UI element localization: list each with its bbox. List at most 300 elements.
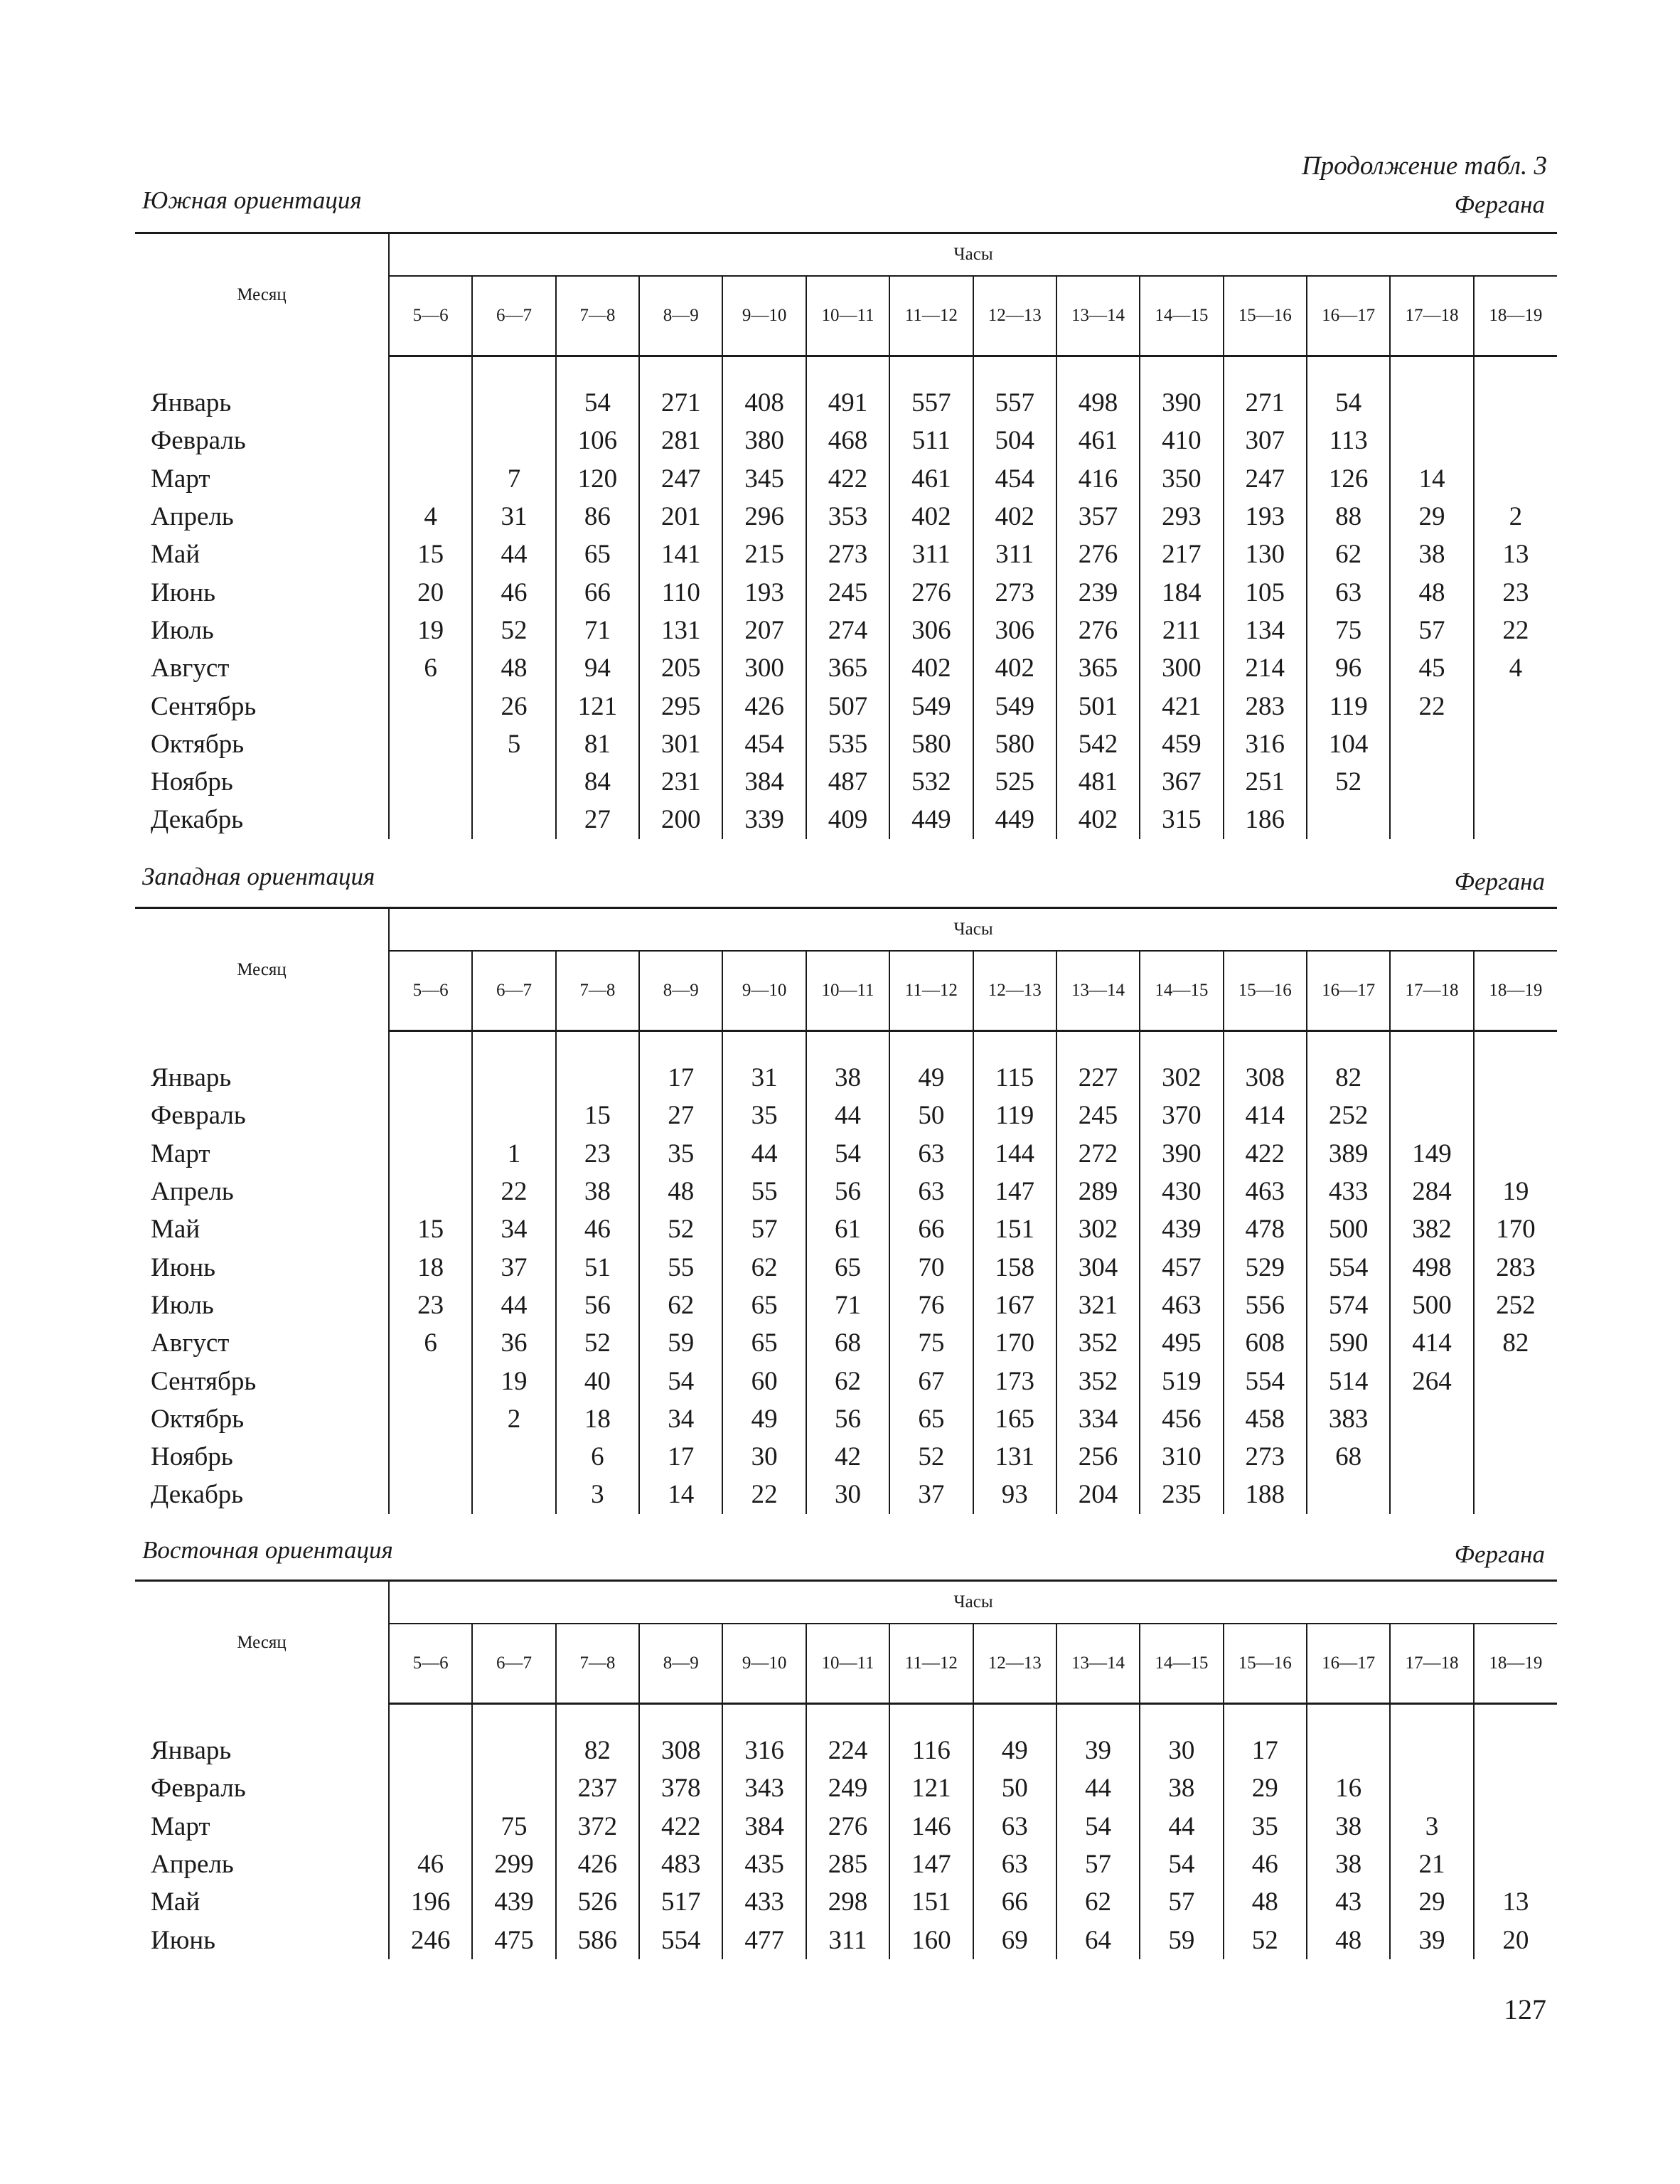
spacer-cell — [889, 1031, 973, 1060]
month-cell: Ноябрь — [135, 763, 389, 801]
value-cell: 29 — [1390, 498, 1473, 536]
spacer-cell — [389, 356, 472, 385]
month-cell: Март — [135, 1808, 389, 1845]
value-cell: 93 — [973, 1476, 1056, 1513]
spacer-cell — [1056, 1704, 1140, 1732]
value-cell: 532 — [889, 763, 973, 801]
value-cell: 51 — [556, 1248, 639, 1286]
value-cell — [1474, 1438, 1557, 1476]
spacer-cell — [973, 1031, 1056, 1060]
hour-column-header: 5—6 — [389, 276, 472, 356]
value-cell — [389, 1732, 472, 1769]
value-cell: 50 — [889, 1097, 973, 1134]
value-cell — [389, 384, 472, 422]
value-cell: 48 — [639, 1173, 722, 1210]
value-cell: 274 — [806, 612, 889, 649]
spacer-cell — [556, 1031, 639, 1060]
value-cell: 144 — [973, 1135, 1056, 1173]
hour-column-header: 11—12 — [889, 951, 973, 1031]
value-cell: 311 — [806, 1921, 889, 1959]
value-cell — [389, 1097, 472, 1134]
table-header — [135, 908, 1557, 1031]
spacer-cell — [135, 1704, 389, 1732]
value-cell: 48 — [1224, 1883, 1307, 1921]
value-cell: 487 — [806, 763, 889, 801]
value-cell: 54 — [806, 1135, 889, 1173]
value-cell — [1474, 725, 1557, 763]
spacer-cell — [1224, 1031, 1307, 1060]
value-cell: 56 — [806, 1400, 889, 1438]
value-cell: 54 — [1140, 1845, 1223, 1883]
value-cell — [472, 1059, 555, 1097]
value-cell: 454 — [973, 460, 1056, 498]
value-cell: 306 — [889, 612, 973, 649]
value-cell: 65 — [889, 1400, 973, 1438]
value-cell: 201 — [639, 498, 722, 536]
month-cell: Январь — [135, 1732, 389, 1769]
value-cell: 105 — [1224, 573, 1307, 611]
value-cell: 426 — [556, 1845, 639, 1883]
value-cell: 69 — [973, 1921, 1056, 1959]
month-cell: Апрель — [135, 498, 389, 536]
month-cell: Февраль — [135, 1097, 389, 1134]
value-cell: 345 — [722, 460, 806, 498]
spacer-cell — [806, 1704, 889, 1732]
month-column-header: Месяц — [135, 908, 389, 1031]
value-cell: 296 — [722, 498, 806, 536]
value-cell: 378 — [639, 1769, 722, 1807]
table-row — [135, 536, 1557, 573]
table-row — [135, 1400, 1557, 1438]
value-cell: 554 — [639, 1921, 722, 1959]
value-cell: 350 — [1140, 460, 1223, 498]
value-cell: 204 — [1056, 1476, 1140, 1513]
value-cell: 68 — [806, 1324, 889, 1362]
spacer-cell — [639, 1031, 722, 1060]
month-cell: Февраль — [135, 1769, 389, 1807]
month-cell: Ноябрь — [135, 1438, 389, 1476]
value-cell: 46 — [1224, 1845, 1307, 1883]
value-cell — [1474, 1059, 1557, 1097]
hour-column-header: 8—9 — [639, 1624, 722, 1704]
value-cell — [1390, 1400, 1473, 1438]
value-cell: 276 — [806, 1808, 889, 1845]
month-cell: Август — [135, 1324, 389, 1362]
value-cell: 215 — [722, 536, 806, 573]
value-cell: 273 — [1224, 1438, 1307, 1476]
value-cell: 422 — [806, 460, 889, 498]
hour-column-header: 7—8 — [556, 276, 639, 356]
value-cell: 55 — [722, 1173, 806, 1210]
value-cell: 39 — [1390, 1921, 1473, 1959]
value-cell: 14 — [1390, 460, 1473, 498]
value-cell: 131 — [973, 1438, 1056, 1476]
value-cell: 38 — [1307, 1845, 1390, 1883]
value-cell: 44 — [806, 1097, 889, 1134]
value-cell: 310 — [1140, 1438, 1223, 1476]
hour-column-header: 10—11 — [806, 951, 889, 1031]
value-cell: 217 — [1140, 536, 1223, 573]
value-cell: 23 — [1502, 577, 1529, 607]
value-cell: 231 — [639, 763, 722, 801]
value-cell: 211 — [1140, 612, 1223, 649]
month-cell: Декабрь — [135, 801, 389, 838]
spacer-cell — [1140, 1704, 1223, 1732]
hour-column-header: 14—15 — [1140, 951, 1223, 1031]
value-cell: 252 — [1496, 1290, 1536, 1320]
value-cell: 511 — [889, 422, 973, 459]
spacer-cell — [472, 1704, 555, 1732]
value-cell — [1390, 422, 1473, 459]
value-cell — [389, 1173, 472, 1210]
spacer-cell — [1390, 356, 1473, 385]
table-header — [135, 233, 1557, 356]
value-cell: 66 — [889, 1210, 973, 1248]
value-cell — [472, 1476, 555, 1513]
spacer-cell — [1307, 1704, 1390, 1732]
value-cell: 249 — [806, 1769, 889, 1807]
value-cell: 110 — [639, 573, 722, 611]
spacer-cell — [1140, 1031, 1223, 1060]
value-cell: 54 — [1307, 384, 1390, 422]
table-row — [135, 573, 1557, 611]
value-cell: 62 — [1307, 536, 1390, 573]
value-cell: 311 — [889, 536, 973, 573]
value-cell: 383 — [1307, 1400, 1390, 1438]
value-cell: 352 — [1056, 1324, 1140, 1362]
value-cell: 271 — [1224, 384, 1307, 422]
value-cell: 63 — [1307, 573, 1390, 611]
value-cell: 57 — [722, 1210, 806, 1248]
spacer-cell — [973, 356, 1056, 385]
table-row — [135, 649, 1557, 687]
value-cell — [1390, 1097, 1473, 1134]
spacer-cell — [806, 1031, 889, 1060]
value-cell: 414 — [1224, 1097, 1307, 1134]
value-cell: 224 — [806, 1732, 889, 1769]
value-cell: 141 — [639, 536, 722, 573]
value-cell: 580 — [889, 725, 973, 763]
value-cell: 22 — [722, 1476, 806, 1513]
value-cell — [1474, 384, 1557, 422]
value-cell — [389, 687, 472, 725]
value-cell: 15 — [389, 536, 472, 573]
value-cell: 501 — [1056, 687, 1140, 725]
value-cell — [1474, 460, 1557, 498]
spacer-cell — [135, 356, 389, 385]
hour-column-header: 17—18 — [1390, 276, 1473, 356]
value-cell: 52 — [639, 1210, 722, 1248]
value-cell: 75 — [472, 1808, 555, 1845]
value-cell: 449 — [973, 801, 1056, 838]
value-cell: 48 — [472, 649, 555, 687]
value-cell: 382 — [1390, 1210, 1473, 1248]
value-cell — [1474, 1400, 1557, 1438]
month-cell: Сентябрь — [135, 1362, 389, 1400]
value-cell: 64 — [1056, 1921, 1140, 1959]
value-cell — [472, 1438, 555, 1476]
value-cell: 62 — [722, 1248, 806, 1286]
value-cell: 557 — [973, 384, 1056, 422]
value-cell: 283 — [1496, 1252, 1536, 1282]
value-cell: 86 — [556, 498, 639, 536]
value-cell: 295 — [639, 687, 722, 725]
value-cell: 106 — [556, 422, 639, 459]
value-cell: 184 — [1140, 573, 1223, 611]
hour-column-header: 12—13 — [973, 1624, 1056, 1704]
value-cell: 574 — [1307, 1287, 1390, 1324]
value-cell: 475 — [472, 1921, 555, 1959]
value-cell: 15 — [556, 1097, 639, 1134]
value-cell: 147 — [889, 1845, 973, 1883]
month-cell: Июль — [135, 612, 389, 649]
hour-column-header: 16—17 — [1307, 276, 1390, 356]
value-cell: 22 — [1502, 615, 1529, 645]
table-west — [135, 907, 1557, 1514]
hour-column-header: 6—7 — [472, 1624, 555, 1704]
spacer-cell — [1224, 356, 1307, 385]
value-cell: 247 — [639, 460, 722, 498]
value-cell: 456 — [1140, 1400, 1223, 1438]
value-cell: 590 — [1307, 1324, 1390, 1362]
value-cell: 315 — [1140, 801, 1223, 838]
value-cell: 63 — [973, 1845, 1056, 1883]
value-cell: 39 — [1056, 1732, 1140, 1769]
value-cell: 276 — [889, 573, 973, 611]
value-cell: 246 — [389, 1921, 472, 1959]
value-cell: 50 — [973, 1769, 1056, 1807]
value-cell: 321 — [1056, 1287, 1140, 1324]
value-cell: 37 — [889, 1476, 973, 1513]
header-row — [135, 908, 1557, 952]
value-cell — [1474, 1476, 1557, 1513]
value-cell: 276 — [1056, 612, 1140, 649]
value-cell: 2 — [1509, 502, 1523, 532]
value-cell: 44 — [1056, 1769, 1140, 1807]
section-title-south: Южная ориентация — [142, 186, 362, 214]
page-number: 127 — [1504, 1993, 1546, 2025]
hour-column-header: 17—18 — [1390, 1624, 1473, 1704]
month-cell: Июнь — [135, 1921, 389, 1959]
value-cell: 49 — [973, 1732, 1056, 1769]
table-row — [135, 1769, 1557, 1807]
month-cell: Июнь — [135, 1248, 389, 1286]
value-cell: 430 — [1140, 1173, 1223, 1210]
month-cell: Апрель — [135, 1173, 389, 1210]
value-cell: 304 — [1056, 1248, 1140, 1286]
month-cell: Июль — [135, 1287, 389, 1324]
value-cell: 62 — [1056, 1883, 1140, 1921]
value-cell: 504 — [973, 422, 1056, 459]
table-row — [135, 384, 1557, 422]
value-cell: 4 — [1509, 654, 1523, 683]
value-cell: 49 — [889, 1059, 973, 1097]
section-title-east: Восточная ориентация — [142, 1536, 393, 1564]
table-row — [135, 422, 1557, 459]
hour-column-header: 18—19 — [1474, 276, 1557, 356]
value-cell: 48 — [1307, 1921, 1390, 1959]
hour-column-header: 18—19 — [1474, 1624, 1557, 1704]
hour-column-header: 15—16 — [1224, 1624, 1307, 1704]
value-cell: 63 — [889, 1173, 973, 1210]
hour-column-header: 7—8 — [556, 951, 639, 1031]
hour-column-header: 15—16 — [1224, 951, 1307, 1031]
value-cell: 167 — [973, 1287, 1056, 1324]
value-cell: 119 — [1307, 687, 1390, 725]
hour-column-header: 9—10 — [722, 951, 806, 1031]
value-cell: 200 — [639, 801, 722, 838]
value-cell: 343 — [722, 1769, 806, 1807]
hour-column-header: 6—7 — [472, 951, 555, 1031]
value-cell — [1474, 1362, 1557, 1400]
spacer-cell — [639, 1704, 722, 1732]
month-cell: Февраль — [135, 422, 389, 459]
value-cell: 16 — [1307, 1769, 1390, 1807]
value-cell — [1474, 1808, 1557, 1845]
value-cell: 82 — [1502, 1328, 1529, 1358]
value-cell: 14 — [639, 1476, 722, 1513]
value-cell: 68 — [1307, 1438, 1390, 1476]
hour-column-header: 7—8 — [556, 1624, 639, 1704]
value-cell: 170 — [1496, 1215, 1536, 1245]
value-cell: 256 — [1056, 1438, 1140, 1476]
value-cell: 62 — [806, 1362, 889, 1400]
hour-column-header: 14—15 — [1140, 1624, 1223, 1704]
hour-column-header: 12—13 — [973, 951, 1056, 1031]
value-cell: 54 — [639, 1362, 722, 1400]
value-cell — [1390, 725, 1473, 763]
hours-header: Часы — [389, 233, 1557, 277]
value-cell: 421 — [1140, 687, 1223, 725]
value-cell — [389, 1438, 472, 1476]
value-cell: 43 — [1307, 1883, 1390, 1921]
value-cell: 36 — [472, 1324, 555, 1362]
value-cell — [389, 1362, 472, 1400]
value-cell: 554 — [1224, 1362, 1307, 1400]
value-cell — [1390, 1059, 1473, 1097]
value-cell: 26 — [472, 687, 555, 725]
hour-column-header: 9—10 — [722, 1624, 806, 1704]
value-cell: 151 — [889, 1883, 973, 1921]
value-cell: 433 — [1307, 1173, 1390, 1210]
value-cell: 237 — [556, 1769, 639, 1807]
value-cell — [389, 763, 472, 801]
spacer-cell — [556, 356, 639, 385]
value-cell: 27 — [639, 1097, 722, 1134]
value-cell: 59 — [639, 1324, 722, 1362]
value-cell: 477 — [722, 1921, 806, 1959]
month-cell: Май — [135, 536, 389, 573]
value-cell: 402 — [1056, 801, 1140, 838]
value-cell: 276 — [1056, 536, 1140, 573]
value-cell: 293 — [1140, 498, 1223, 536]
spacer-cell — [389, 1031, 472, 1060]
value-cell — [389, 1059, 472, 1097]
value-cell: 500 — [1307, 1210, 1390, 1248]
value-cell: 247 — [1224, 460, 1307, 498]
value-cell: 4 — [389, 498, 472, 536]
value-cell: 23 — [389, 1287, 472, 1324]
value-cell — [389, 460, 472, 498]
hour-column-header: 13—14 — [1056, 1624, 1140, 1704]
value-cell: 459 — [1140, 725, 1223, 763]
value-cell: 34 — [472, 1210, 555, 1248]
value-cell: 38 — [1307, 1808, 1390, 1845]
value-cell: 3 — [1390, 1808, 1473, 1845]
value-cell: 65 — [556, 536, 639, 573]
spacer-row — [135, 1704, 1557, 1732]
value-cell — [389, 1808, 472, 1845]
value-cell: 298 — [806, 1883, 889, 1921]
value-cell: 549 — [973, 687, 1056, 725]
value-cell: 20 — [1502, 1925, 1529, 1955]
hour-column-header: 8—9 — [639, 276, 722, 356]
value-cell: 31 — [722, 1059, 806, 1097]
spacer-cell — [1390, 1704, 1473, 1732]
value-cell: 76 — [889, 1287, 973, 1324]
value-cell: 147 — [973, 1173, 1056, 1210]
value-cell: 389 — [1307, 1135, 1390, 1173]
value-cell: 316 — [722, 1732, 806, 1769]
value-cell: 30 — [722, 1438, 806, 1476]
value-cell: 82 — [556, 1732, 639, 1769]
value-cell: 300 — [1140, 649, 1223, 687]
value-cell: 38 — [1390, 536, 1473, 573]
value-cell: 463 — [1224, 1173, 1307, 1210]
value-cell: 6 — [389, 1324, 472, 1362]
header-row — [135, 1581, 1557, 1624]
value-cell: 21 — [1390, 1845, 1473, 1883]
value-cell: 308 — [639, 1732, 722, 1769]
value-cell: 301 — [639, 725, 722, 763]
value-cell: 390 — [1140, 1135, 1223, 1173]
value-cell: 608 — [1224, 1324, 1307, 1362]
value-cell: 186 — [1224, 801, 1307, 838]
value-cell: 422 — [1224, 1135, 1307, 1173]
value-cell: 17 — [1224, 1732, 1307, 1769]
value-cell: 302 — [1056, 1210, 1140, 1248]
value-cell: 272 — [1056, 1135, 1140, 1173]
month-cell: Май — [135, 1210, 389, 1248]
value-cell: 273 — [973, 573, 1056, 611]
value-cell: 63 — [973, 1808, 1056, 1845]
value-cell — [1390, 801, 1473, 838]
hour-column-header: 14—15 — [1140, 276, 1223, 356]
value-cell: 384 — [722, 763, 806, 801]
value-cell: 119 — [973, 1097, 1056, 1134]
value-cell: 57 — [1390, 612, 1473, 649]
table-body — [135, 1031, 1557, 1514]
hours-header: Часы — [389, 1581, 1557, 1624]
value-cell: 75 — [889, 1324, 973, 1362]
table-east — [135, 1580, 1557, 1959]
value-cell: 458 — [1224, 1400, 1307, 1438]
value-cell: 13 — [1502, 540, 1529, 570]
value-cell: 500 — [1390, 1287, 1473, 1324]
value-cell: 134 — [1224, 612, 1307, 649]
table-row — [135, 1248, 1557, 1286]
value-cell: 115 — [973, 1059, 1056, 1097]
value-cell: 22 — [1390, 687, 1473, 725]
spacer-cell — [722, 356, 806, 385]
value-cell: 519 — [1140, 1362, 1223, 1400]
value-cell: 116 — [889, 1732, 973, 1769]
value-cell: 126 — [1307, 460, 1390, 498]
value-cell: 34 — [639, 1400, 722, 1438]
value-cell: 75 — [1307, 612, 1390, 649]
value-cell: 281 — [639, 422, 722, 459]
table-row — [135, 1808, 1557, 1845]
